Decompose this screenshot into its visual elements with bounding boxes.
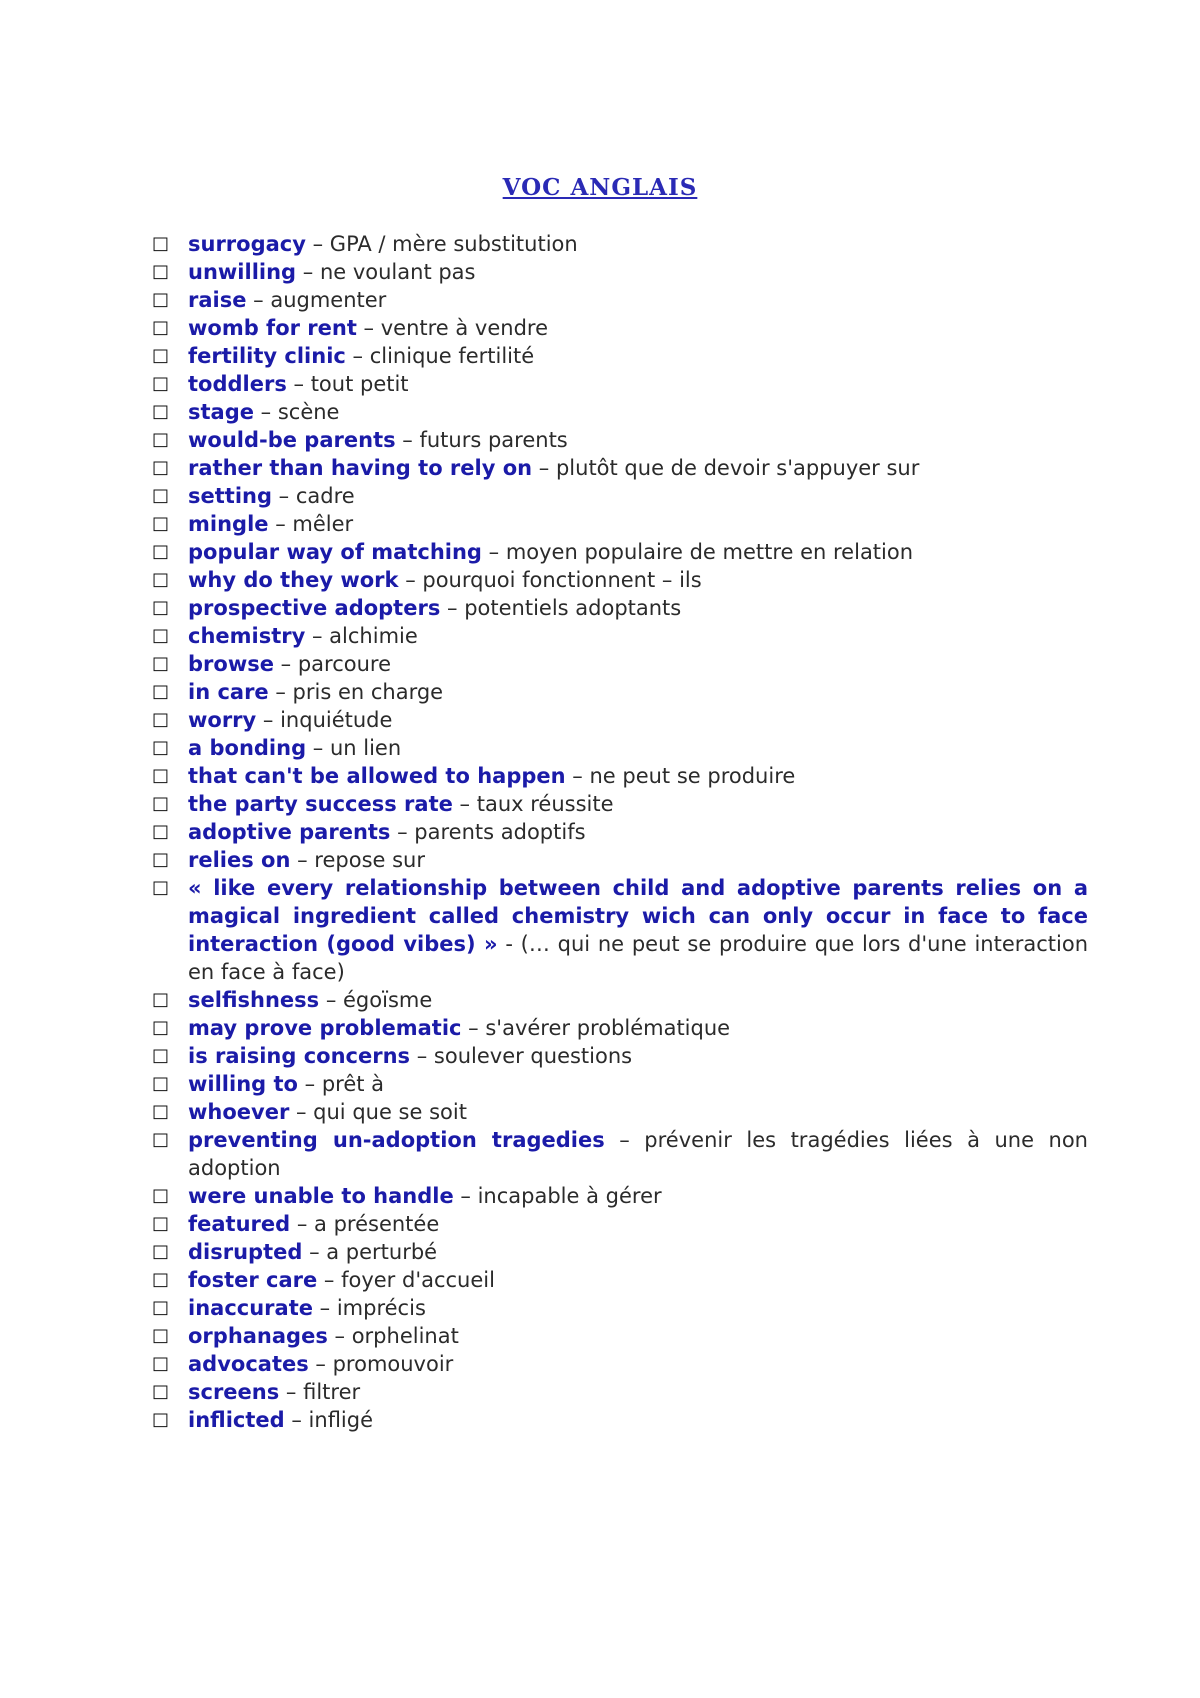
vocab-entry — [188, 762, 1088, 790]
vocab-entry — [188, 1322, 1088, 1350]
bullet-icon: □ — [152, 681, 170, 702]
list-item — [152, 1070, 1088, 1098]
vocabulary-list — [152, 230, 1088, 1434]
french-translation: foyer d'accueil — [341, 1268, 495, 1292]
separator: – — [604, 1128, 645, 1152]
list-item — [152, 510, 1088, 538]
separator: – — [273, 652, 298, 676]
vocab-entry — [188, 1406, 1088, 1434]
vocab-entry — [188, 594, 1088, 622]
bullet-icon: □ — [152, 1101, 170, 1122]
english-term: is raising concerns — [188, 1044, 411, 1068]
french-translation: potentiels adoptants — [464, 596, 682, 620]
vocab-entry — [188, 426, 1088, 454]
english-term: chemistry — [188, 624, 306, 648]
bullet-icon: □ — [152, 401, 170, 422]
separator: – — [305, 624, 330, 648]
english-term: the party success rate — [188, 792, 453, 816]
french-translation: ne peut se produire — [589, 764, 796, 788]
separator: – — [452, 792, 477, 816]
list-item — [152, 370, 1088, 398]
english-term: selfishness — [188, 988, 320, 1012]
list-item — [152, 874, 1088, 986]
vocab-entry — [188, 258, 1088, 286]
bullet-icon: □ — [152, 1241, 170, 1262]
vocab-entry — [188, 706, 1088, 734]
bullet-icon: □ — [152, 709, 170, 730]
vocab-entry — [188, 1014, 1088, 1042]
bullet-icon: □ — [152, 765, 170, 786]
list-item — [152, 1294, 1088, 1322]
english-term: browse — [188, 652, 274, 676]
list-item — [152, 566, 1088, 594]
bullet-icon: □ — [152, 233, 170, 254]
english-term: may prove problematic — [188, 1016, 462, 1040]
french-translation: prévenir les tragédies liées à une non adoption — [188, 1128, 1088, 1180]
english-term: womb for rent — [188, 316, 357, 340]
list-item — [152, 678, 1088, 706]
separator: – — [398, 568, 423, 592]
french-translation: infligé — [308, 1408, 374, 1432]
french-translation: plutôt que de devoir s'appuyer sur — [555, 456, 920, 480]
separator: – — [306, 736, 330, 760]
list-item — [152, 538, 1088, 566]
english-term: featured — [188, 1212, 291, 1236]
english-term: fertility clinic — [188, 344, 346, 368]
vocab-entry — [188, 538, 1088, 566]
vocab-entry — [188, 1238, 1088, 1266]
english-term: rather than having to rely on — [188, 456, 533, 480]
separator: – — [253, 400, 278, 424]
french-translation: repose sur — [314, 848, 425, 872]
list-item — [152, 706, 1088, 734]
bullet-icon: □ — [152, 793, 170, 814]
french-translation: (… qui ne peut se produire que lors d'une interaction en face à face) — [188, 932, 1089, 984]
english-term: relies on — [188, 848, 291, 872]
list-item — [152, 594, 1088, 622]
french-translation: a présentée — [314, 1212, 440, 1236]
french-translation: clinique fertilité — [369, 344, 535, 368]
list-item — [152, 1098, 1088, 1126]
bullet-icon: □ — [152, 457, 170, 478]
vocab-entry — [188, 1042, 1088, 1070]
separator: – — [461, 1016, 486, 1040]
list-item — [152, 1322, 1088, 1350]
english-term: would-be parents — [188, 428, 396, 452]
french-translation: futurs parents — [419, 428, 568, 452]
vocab-entry — [188, 986, 1088, 1014]
separator: – — [289, 1100, 314, 1124]
bullet-icon: □ — [152, 1381, 170, 1402]
english-term: inflicted — [188, 1408, 285, 1432]
separator: – — [284, 1408, 309, 1432]
bullet-icon: □ — [152, 289, 170, 310]
bullet-icon: □ — [152, 625, 170, 646]
bullet-icon: □ — [152, 1409, 170, 1430]
french-translation: filtrer — [303, 1380, 361, 1404]
list-item — [152, 734, 1088, 762]
separator: – — [286, 372, 311, 396]
vocab-entry — [188, 1210, 1088, 1238]
separator: – — [345, 344, 370, 368]
list-item — [152, 426, 1088, 454]
english-term: a bonding — [188, 736, 307, 760]
french-translation: imprécis — [336, 1296, 426, 1320]
english-term: that can't be allowed to happen — [188, 764, 566, 788]
list-item — [152, 1266, 1088, 1294]
french-translation: cadre — [295, 484, 355, 508]
bullet-icon: □ — [152, 1129, 170, 1150]
list-item — [152, 1042, 1088, 1070]
french-translation: alchimie — [329, 624, 418, 648]
bullet-icon: □ — [152, 877, 170, 898]
bullet-icon: □ — [152, 569, 170, 590]
french-translation: ventre à vendre — [380, 316, 549, 340]
english-term: popular way of matching — [188, 540, 482, 564]
list-item — [152, 454, 1088, 482]
vocab-entry — [188, 1098, 1088, 1126]
bullet-icon: □ — [152, 849, 170, 870]
bullet-icon: □ — [152, 1073, 170, 1094]
list-item — [152, 1406, 1088, 1434]
french-translation: égoïsme — [343, 988, 433, 1012]
bullet-icon: □ — [152, 1045, 170, 1066]
list-item — [152, 650, 1088, 678]
french-translation: pris en charge — [292, 680, 444, 704]
bullet-icon: □ — [152, 317, 170, 338]
separator: – — [256, 708, 281, 732]
english-term: setting — [188, 484, 272, 508]
separator: – — [268, 512, 293, 536]
list-item — [152, 482, 1088, 510]
list-item — [152, 762, 1088, 790]
separator: – — [317, 1268, 342, 1292]
french-translation: scène — [277, 400, 340, 424]
separator: – — [246, 288, 271, 312]
english-term: prospective adopters — [188, 596, 441, 620]
vocab-entry — [188, 874, 1088, 986]
separator: – — [410, 1044, 434, 1068]
bullet-icon: □ — [152, 1185, 170, 1206]
vocab-entry — [188, 566, 1088, 594]
bullet-icon: □ — [152, 1297, 170, 1318]
vocab-entry — [188, 1266, 1088, 1294]
english-term: in care — [188, 680, 269, 704]
separator: – — [356, 316, 381, 340]
french-translation: augmenter — [270, 288, 387, 312]
french-translation: prêt à — [321, 1072, 385, 1096]
list-item — [152, 1014, 1088, 1042]
bullet-icon: □ — [152, 345, 170, 366]
list-item — [152, 818, 1088, 846]
vocab-entry — [188, 342, 1088, 370]
french-translation: a perturbé — [326, 1240, 438, 1264]
separator: – — [272, 484, 296, 508]
french-translation: qui que se soit — [313, 1100, 467, 1124]
bullet-icon: □ — [152, 597, 170, 618]
list-item — [152, 230, 1088, 258]
french-translation: soulever questions — [433, 1044, 633, 1068]
separator: – — [395, 428, 420, 452]
list-item — [152, 790, 1088, 818]
bullet-icon: □ — [152, 737, 170, 758]
english-term: preventing un-adoption tragedies — [188, 1128, 605, 1152]
english-term: whoever — [188, 1100, 290, 1124]
english-term: mingle — [188, 512, 269, 536]
vocab-entry — [188, 314, 1088, 342]
vocab-entry — [188, 510, 1088, 538]
list-item — [152, 1238, 1088, 1266]
english-term: surrogacy — [188, 232, 306, 256]
separator: – — [390, 820, 415, 844]
vocab-entry — [188, 622, 1088, 650]
english-term: why do they work — [188, 568, 399, 592]
bullet-icon: □ — [152, 541, 170, 562]
page-title: VOC ANGLAIS — [502, 174, 698, 201]
english-term: stage — [188, 400, 254, 424]
separator: – — [297, 1072, 322, 1096]
separator: – — [312, 1296, 337, 1320]
bullet-icon: □ — [152, 513, 170, 534]
separator: – — [279, 1380, 304, 1404]
french-translation: pourquoi fonctionnent – ils — [422, 568, 702, 592]
separator: – — [308, 1352, 333, 1376]
vocab-entry — [188, 1182, 1088, 1210]
french-translation: taux réussite — [476, 792, 614, 816]
french-translation: inquiétude — [280, 708, 393, 732]
separator: – — [302, 1240, 327, 1264]
list-item — [152, 1378, 1088, 1406]
vocab-entry — [188, 230, 1088, 258]
french-translation: moyen populaire de mettre en relation — [505, 540, 914, 564]
french-translation: incapable à gérer — [477, 1184, 662, 1208]
bullet-icon: □ — [152, 1325, 170, 1346]
french-translation: ne voulant pas — [319, 260, 476, 284]
bullet-icon: □ — [152, 821, 170, 842]
list-item — [152, 1182, 1088, 1210]
separator: – — [290, 1212, 315, 1236]
vocab-entry — [188, 286, 1088, 314]
french-translation: parents adoptifs — [414, 820, 586, 844]
bullet-icon: □ — [152, 1213, 170, 1234]
separator: – — [319, 988, 344, 1012]
separator: – — [296, 260, 320, 284]
separator: – — [453, 1184, 478, 1208]
english-term: orphanages — [188, 1324, 328, 1348]
vocab-entry — [188, 482, 1088, 510]
english-term: foster care — [188, 1268, 318, 1292]
bullet-icon: □ — [152, 989, 170, 1010]
vocab-entry — [188, 734, 1088, 762]
list-item — [152, 342, 1088, 370]
french-translation: GPA / mère substitution — [329, 232, 578, 256]
vocab-entry — [188, 650, 1088, 678]
english-term: toddlers — [188, 372, 287, 396]
english-term: advocates — [188, 1352, 309, 1376]
separator: – — [327, 1324, 352, 1348]
english-term: adoptive parents — [188, 820, 391, 844]
vocab-entry — [188, 1070, 1088, 1098]
bullet-icon: □ — [152, 1353, 170, 1374]
bullet-icon: □ — [152, 653, 170, 674]
vocab-entry — [188, 818, 1088, 846]
separator: – — [565, 764, 590, 788]
vocab-entry — [188, 398, 1088, 426]
separator: – — [532, 456, 556, 480]
english-term: screens — [188, 1380, 280, 1404]
separator: – — [481, 540, 506, 564]
bullet-icon: □ — [152, 261, 170, 282]
english-term: worry — [188, 708, 257, 732]
list-item — [152, 1210, 1088, 1238]
separator: – — [290, 848, 315, 872]
list-item — [152, 258, 1088, 286]
list-item — [152, 398, 1088, 426]
list-item — [152, 314, 1088, 342]
list-item — [152, 846, 1088, 874]
list-item — [152, 1350, 1088, 1378]
vocab-entry — [188, 1126, 1088, 1182]
english-term: « like every relationship between child and adoptive parents relies on a magical ingredient called chemistry wich can only occur in face to face interaction (good vibes) » — [188, 876, 1088, 956]
vocab-entry — [188, 790, 1088, 818]
french-translation: tout petit — [310, 372, 409, 396]
bullet-icon: □ — [152, 485, 170, 506]
vocab-entry — [188, 1350, 1088, 1378]
vocab-entry — [188, 1378, 1088, 1406]
english-term: were unable to handle — [188, 1184, 454, 1208]
bullet-icon: □ — [152, 1269, 170, 1290]
english-term: raise — [188, 288, 247, 312]
separator: - — [497, 932, 521, 956]
english-term: willing to — [188, 1072, 298, 1096]
separator: – — [440, 596, 465, 620]
french-translation: un lien — [329, 736, 402, 760]
french-translation: s'avérer problématique — [485, 1016, 731, 1040]
vocab-entry — [188, 678, 1088, 706]
bullet-icon: □ — [152, 1017, 170, 1038]
bullet-icon: □ — [152, 429, 170, 450]
separator: – — [268, 680, 293, 704]
list-item — [152, 1126, 1088, 1182]
english-term: inaccurate — [188, 1296, 313, 1320]
separator: – — [305, 232, 330, 256]
list-item — [152, 986, 1088, 1014]
french-translation: mêler — [292, 512, 354, 536]
vocab-entry — [188, 370, 1088, 398]
french-translation: parcoure — [297, 652, 391, 676]
list-item — [152, 286, 1088, 314]
french-translation: orphelinat — [351, 1324, 459, 1348]
french-translation: promouvoir — [332, 1352, 454, 1376]
bullet-icon: □ — [152, 373, 170, 394]
list-item — [152, 622, 1088, 650]
english-term: disrupted — [188, 1240, 303, 1264]
english-term: unwilling — [188, 260, 297, 284]
vocab-entry — [188, 454, 1088, 482]
vocab-entry — [188, 846, 1088, 874]
vocab-entry — [188, 1294, 1088, 1322]
